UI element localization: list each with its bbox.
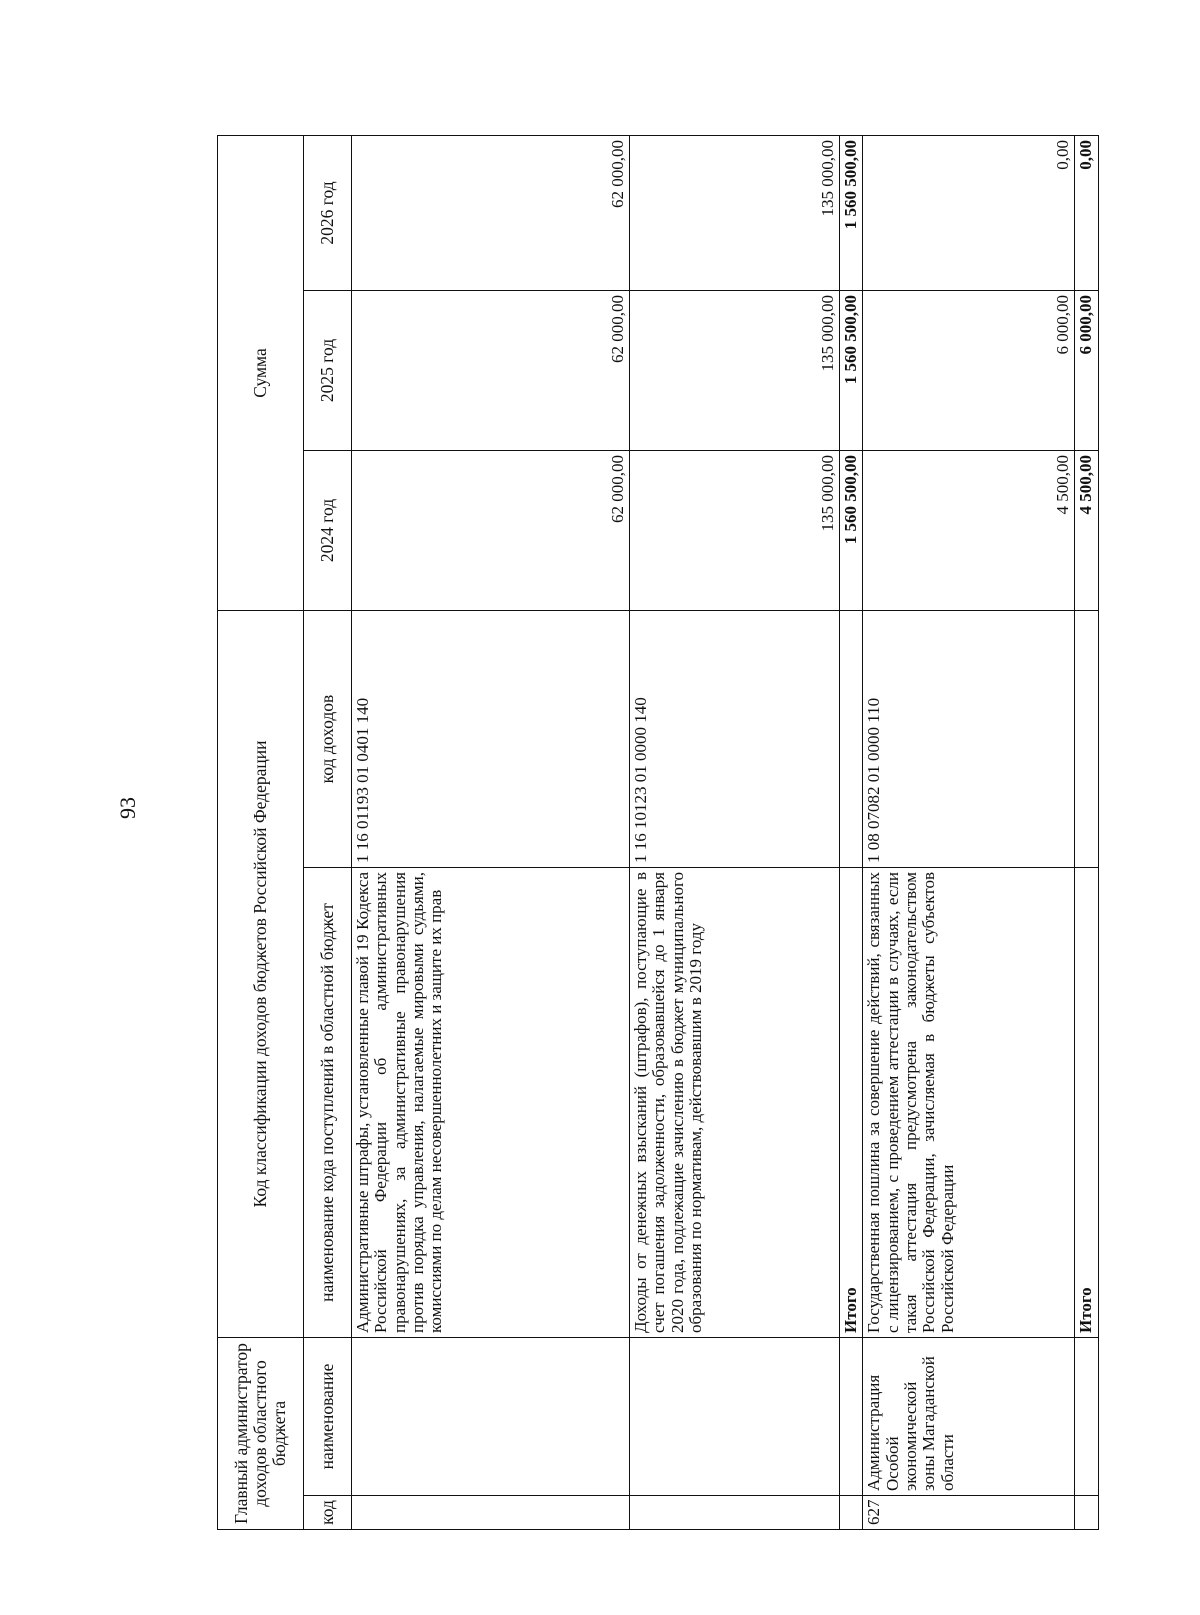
row-total-2026: 1 560 500,00 (840, 135, 863, 290)
table-row (863, 135, 1075, 1529)
row-income-name: Доходы от денежных взысканий (штрафов), поступающие в счет погашения задолженности, образовавшейся до 1 января 2020 года, подлежащие зачислению в бюджет муниципального образования по нормативам, действовавшим в 2019 году (630, 868, 840, 1338)
row-code (1075, 1496, 1098, 1530)
row-name (1075, 1338, 1098, 1496)
row-value-2024: 62 000,00 (352, 451, 630, 611)
row-total-2026: 0,00 (1075, 135, 1098, 290)
row-income-code (840, 611, 863, 868)
row-value-2026: 62 000,00 (352, 135, 630, 290)
row-value-2025: 62 000,00 (352, 291, 630, 451)
row-value-2026: 135 000,00 (630, 135, 840, 290)
row-value-2024: 135 000,00 (630, 451, 840, 611)
row-code: 627 (863, 1496, 1075, 1530)
income-budget-table (217, 135, 1099, 1530)
row-income-code: 1 08 07082 01 0000 110 (863, 611, 1075, 868)
row-total-label: Итого (1075, 868, 1098, 1338)
table-row-total (1075, 135, 1098, 1529)
row-total-2024: 4 500,00 (1075, 451, 1098, 611)
row-name (630, 1338, 840, 1496)
header-col-2026: 2026 год (304, 135, 352, 290)
table-row (352, 135, 630, 1529)
row-total-2024: 1 560 500,00 (840, 451, 863, 611)
header-main-admin: Главный администратор доходов областного бюджета (218, 1338, 304, 1530)
row-value-2026: 0,00 (863, 135, 1075, 290)
header-col-2025: 2025 год (304, 291, 352, 451)
row-income-code: 1 16 10123 01 0000 140 (630, 611, 840, 868)
header-classification: Код классификации доходов бюджетов Российской Федерации (218, 611, 304, 1338)
row-name (352, 1338, 630, 1496)
header-col-code: код (304, 1496, 352, 1530)
row-income-name: Государственная пошлина за совершение действий, связанных с лицензированием, с проведением аттестации в случаях, если такая аттестация предусмотрена законодательством Российской Федерации, зачисляемая в бюджеты субъектов Российской Федерации (863, 868, 1075, 1338)
row-value-2025: 135 000,00 (630, 291, 840, 451)
row-name: Администрация Особой экономической зоны Магаданской области (863, 1338, 1075, 1496)
header-col-2024: 2024 год (304, 451, 352, 611)
document-table-container (217, 136, 1113, 1530)
table-row (630, 135, 840, 1529)
row-total-2025: 1 560 500,00 (840, 291, 863, 451)
row-code (840, 1496, 863, 1530)
row-value-2024: 4 500,00 (863, 451, 1075, 611)
row-code (352, 1496, 630, 1530)
header-col-income-name: наименование кода поступлений в областной бюджет (304, 868, 352, 1338)
row-code (630, 1496, 840, 1530)
header-col-name: наименование (304, 1338, 352, 1496)
row-income-name: Административные штрафы, установленные главой 19 Кодекса Российской Федерации об административных правонарушениях, за административные правонарушения против порядка управления, налагаемые мировыми судьями, комиссиями по делам несовершеннолетних и защите их прав (352, 868, 630, 1338)
header-col-income-code: код доходов (304, 611, 352, 868)
table-row-total (840, 135, 863, 1529)
row-name (840, 1338, 863, 1496)
row-total-2025: 6 000,00 (1075, 291, 1098, 451)
row-income-code (1075, 611, 1098, 868)
row-total-label: Итого (840, 868, 863, 1338)
row-value-2025: 6 000,00 (863, 291, 1075, 451)
page-number: 93 (115, 797, 140, 819)
row-income-code: 1 16 01193 01 0401 140 (352, 611, 630, 868)
header-sum: Сумма (218, 135, 304, 610)
